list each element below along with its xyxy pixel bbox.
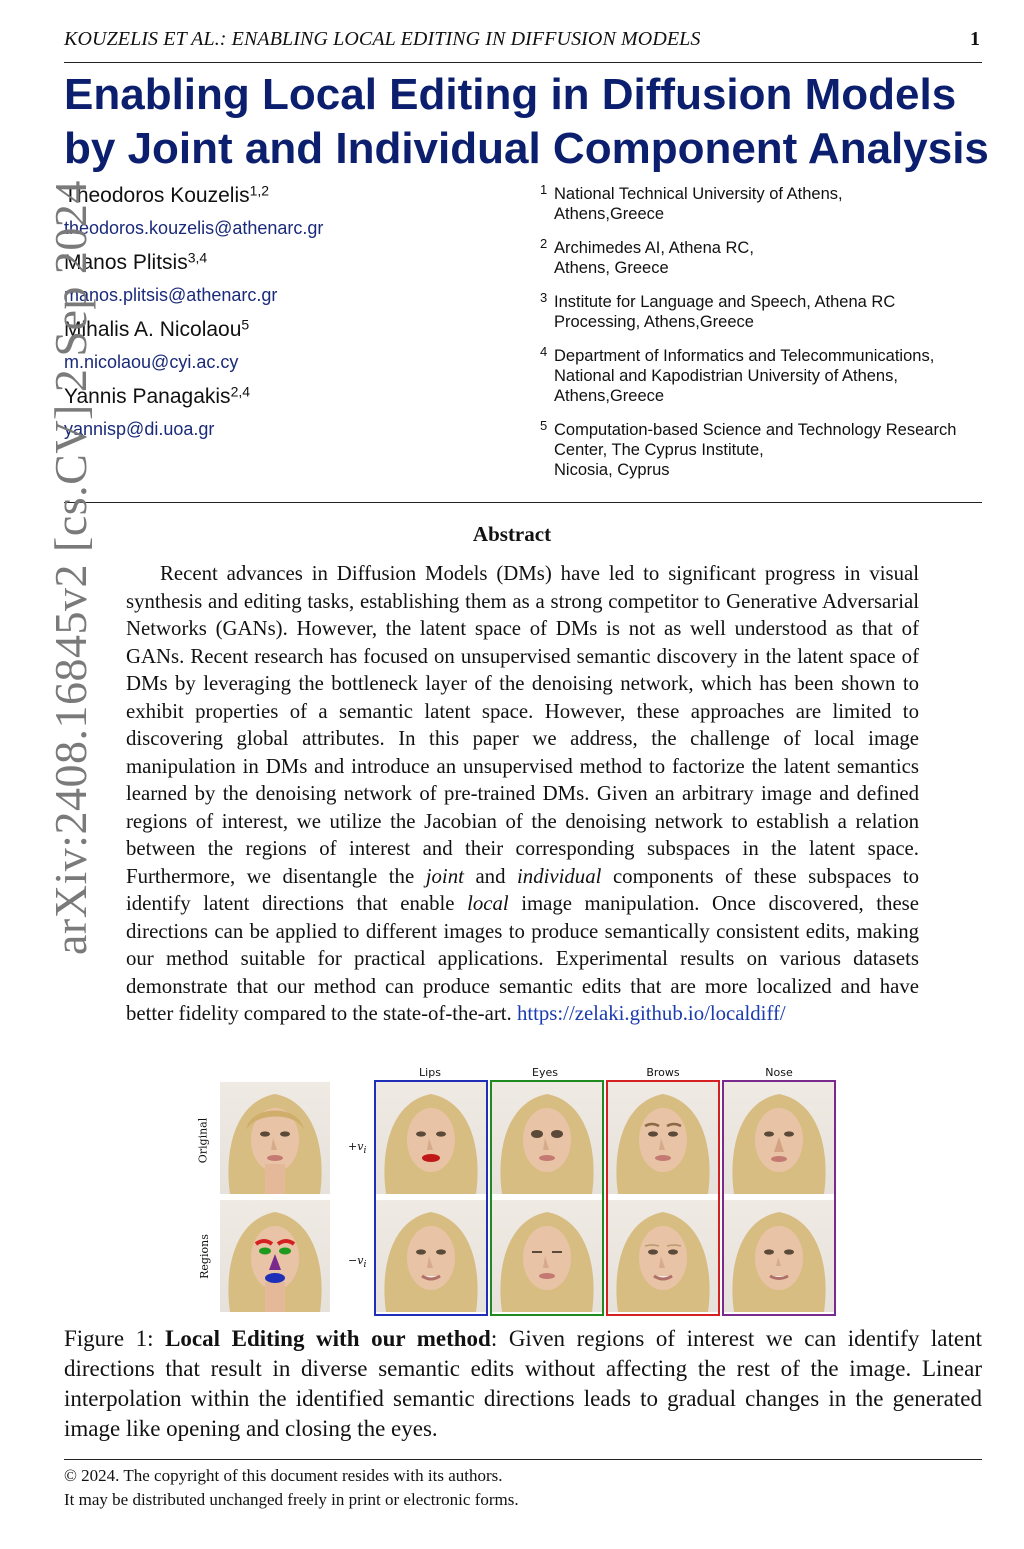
face-illustration bbox=[724, 1200, 834, 1312]
affiliation-line: Nicosia, Cyprus bbox=[554, 461, 670, 479]
face-image-brows-plus bbox=[608, 1082, 718, 1194]
author-email[interactable]: theodoros.kouzelis@athenarc.gr bbox=[64, 218, 324, 238]
caption-label: Figure 1: bbox=[64, 1326, 154, 1351]
face-image-eyes-minus bbox=[492, 1200, 602, 1312]
abstract-heading: Abstract bbox=[472, 522, 552, 546]
affiliation-line: Institute for Language and Speech, Athena RC bbox=[554, 293, 896, 311]
running-header bbox=[64, 26, 982, 63]
page-number: 1 bbox=[970, 28, 980, 50]
face-image-nose-plus bbox=[724, 1082, 834, 1194]
affiliation-number: 5 bbox=[540, 418, 548, 433]
face-image-original bbox=[220, 1082, 330, 1194]
abstract-text: image manipulation. Once discovered, these directions can be applied to different images to produce semantically consistent edits, making our method suitable for practical applications. Experimental results on various datasets demonstrate that our method can produce semantic edits that are more localized and have better fidelity compared to the state-of-the-art. bbox=[126, 892, 920, 1025]
figure-caption bbox=[64, 1324, 982, 1444]
affiliation-line: Center, The Cyprus Institute, bbox=[554, 441, 764, 459]
affiliation-entry bbox=[540, 292, 1000, 332]
copyright-line-2: It may be distributed unchanged freely in print or electronic forms. bbox=[64, 1490, 519, 1509]
face-illustration bbox=[608, 1082, 718, 1194]
column-label-lips: Lips bbox=[419, 1066, 441, 1079]
author-affiliation-marks: 5 bbox=[241, 316, 250, 333]
title-line-1: Enabling Local Editing in Diffusion Models bbox=[64, 70, 957, 119]
footer-divider bbox=[64, 1459, 982, 1460]
affiliation-line: Athens,Greece bbox=[554, 205, 665, 223]
section-divider bbox=[64, 502, 982, 503]
running-title: KOUZELIS ET AL.: ENABLING LOCAL EDITING IN DIFFUSION MODELS bbox=[64, 28, 701, 50]
affiliation-entry bbox=[540, 346, 1000, 406]
author-affiliation-marks: 3,4 bbox=[187, 249, 208, 266]
direction-minus-text: −v bbox=[348, 1254, 364, 1267]
affiliation-number: 4 bbox=[540, 344, 548, 359]
author-name: Mihalis A. Nicolaou bbox=[64, 318, 242, 341]
face-image-lips-plus bbox=[376, 1082, 486, 1194]
abstract-em-joint: joint bbox=[425, 864, 464, 888]
arxiv-stamp: arXiv:2408.16845v2 [cs.CV] 2 Sep 2024 bbox=[45, 180, 96, 955]
figure-1 bbox=[196, 1062, 856, 1322]
face-illustration bbox=[492, 1200, 602, 1312]
face-image-regions bbox=[220, 1200, 330, 1312]
face-illustration-regions bbox=[220, 1200, 330, 1312]
affiliation-list bbox=[540, 184, 1000, 494]
author-entry bbox=[64, 249, 524, 316]
author-list bbox=[64, 182, 524, 450]
face-image-lips-minus bbox=[376, 1200, 486, 1312]
author-name: Manos Plitsis bbox=[64, 251, 188, 274]
affiliation-line: Processing, Athens,Greece bbox=[554, 313, 754, 331]
row-label-original: Original bbox=[196, 1117, 210, 1164]
author-email[interactable]: m.nicolaou@cyi.ac.cy bbox=[64, 352, 239, 372]
project-link[interactable]: https://zelaki.github.io/localdiff/ bbox=[516, 1002, 786, 1025]
affiliation-line: Archimedes AI, Athena RC, bbox=[554, 239, 754, 257]
column-label-nose: Nose bbox=[765, 1066, 793, 1079]
affiliation-entry bbox=[540, 238, 1000, 278]
affiliation-line: Computation-based Science and Technology Research bbox=[554, 421, 957, 439]
affiliation-number: 2 bbox=[540, 236, 548, 251]
abstract-em-local: local bbox=[467, 892, 509, 915]
abstract-text: and bbox=[475, 864, 506, 888]
face-illustration bbox=[492, 1082, 602, 1194]
author-name: Yannis Panagakis bbox=[64, 385, 231, 408]
affiliation-entry bbox=[540, 420, 1000, 480]
direction-subscript: i bbox=[363, 1259, 367, 1271]
face-image-nose-minus bbox=[724, 1200, 834, 1312]
author-email[interactable]: yannisp@di.uoa.gr bbox=[64, 419, 215, 439]
caption-text: : Given regions of interest we can identify latent directions that result in diverse semantic edits without affecting the rest of the image. Linear interpolation within the identified semantic directions leads to gradual changes in the generated image like opening and closing the eyes. bbox=[64, 1326, 982, 1441]
direction-subscript: i bbox=[363, 1145, 367, 1157]
row-label-regions: Regions bbox=[197, 1234, 211, 1279]
abstract-text: Recent advances in Diffusion Models (DMs) have led to significant progress in visual synthesis and editing tasks, establishing them as a strong competitor to Generative Adversarial Networks (GANs). However, the latent space of DMs is not as well understood as that of GANs. Recent research has focused on unsupervised semantic discovery in the latent space of DMs by leveraging the bottleneck layer of the denoising network, which has been shown to exhibit properties of a semantic latent space. However, these approaches are limited to discovering global attributes. In this paper we address, the challenge of local image manipulation in DMs and introduce an unsupervised method to factorize the latent semantics learned by the denoising network of pre-trained DMs. Given an arbitrary image and defined regions of interest, we utilize the Jacobian of the denoising network to establish a relation between the regions of interest and their corresponding subspaces in the latent space. Furthermore, we disentangle the bbox=[126, 562, 919, 888]
affiliation-number: 1 bbox=[540, 182, 548, 197]
direction-plus-text: +v bbox=[348, 1140, 364, 1153]
face-image-eyes-plus bbox=[492, 1082, 602, 1194]
affiliation-line: Athens, Greece bbox=[554, 259, 669, 277]
author-entry bbox=[64, 316, 524, 383]
author-email[interactable]: manos.plitsis@athenarc.gr bbox=[64, 285, 278, 305]
column-label-eyes: Eyes bbox=[532, 1066, 558, 1079]
direction-minus-label bbox=[348, 1254, 366, 1270]
face-image-brows-minus bbox=[608, 1200, 718, 1312]
affiliation-entry bbox=[540, 184, 1000, 224]
face-illustration bbox=[220, 1082, 330, 1194]
face-illustration bbox=[724, 1082, 834, 1194]
author-affiliation-marks: 1,2 bbox=[249, 182, 270, 199]
abstract-body bbox=[126, 560, 919, 1028]
direction-plus-label bbox=[348, 1140, 366, 1156]
affiliation-line: National Technical University of Athens, bbox=[554, 185, 843, 203]
copyright-line-1: © 2024. The copyright of this document resides with its authors. bbox=[64, 1466, 503, 1485]
caption-bold: Local Editing with our method bbox=[165, 1326, 491, 1351]
column-label-brows: Brows bbox=[646, 1066, 680, 1079]
author-entry bbox=[64, 182, 524, 249]
affiliation-line: National and Kapodistrian University of Athens, bbox=[554, 367, 898, 385]
affiliation-line: Athens,Greece bbox=[554, 387, 665, 405]
abstract-em-individual: individual bbox=[517, 864, 602, 888]
author-entry bbox=[64, 383, 524, 450]
face-illustration bbox=[376, 1082, 486, 1194]
author-name: Theodoros Kouzelis bbox=[64, 184, 250, 207]
face-illustration bbox=[376, 1200, 486, 1312]
affiliation-line: Department of Informatics and Telecommunications, bbox=[554, 347, 935, 365]
abstract-text: components of these subspaces to identify latent directions that enable bbox=[126, 864, 920, 915]
face-illustration bbox=[608, 1200, 718, 1312]
paper-title bbox=[64, 68, 1004, 176]
copyright-footer bbox=[64, 1464, 519, 1512]
author-affiliation-marks: 2,4 bbox=[230, 383, 251, 400]
title-line-2: by Joint and Individual Component Analysis bbox=[64, 124, 989, 173]
affiliation-number: 3 bbox=[540, 290, 548, 305]
